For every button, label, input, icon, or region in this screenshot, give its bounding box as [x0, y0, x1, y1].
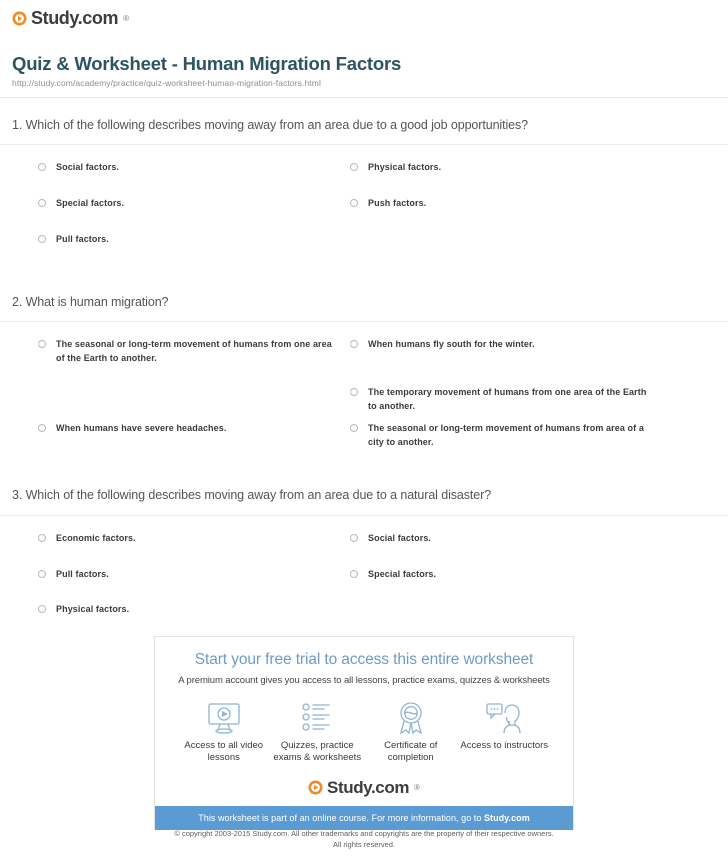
trademark-symbol: ®: [414, 783, 420, 793]
answer-option[interactable]: [38, 568, 338, 582]
radio-button-icon[interactable]: [38, 570, 46, 578]
answer-option[interactable]: [38, 603, 338, 617]
feature-quizzes: [271, 700, 363, 766]
answer-option[interactable]: [350, 197, 650, 211]
question-text: 2. What is human migration?: [12, 295, 169, 310]
answer-option-label: When humans fly south for the winter.: [368, 339, 535, 350]
answer-option-label: Physical factors.: [368, 162, 442, 173]
answer-option[interactable]: [38, 233, 338, 247]
promo-features: [155, 686, 573, 766]
promo-subtitle: A premium account gives you access to all lessons, practice exams, quizzes & worksheets: [178, 674, 550, 686]
feature-label: Quizzes, practice exams & worksheets: [273, 739, 362, 764]
answer-option-label: The temporary movement of humans from one area of the Earth to another.: [368, 387, 647, 411]
answer-option-label: The seasonal or long-term movement of humans from one area of the Earth to another.: [56, 339, 332, 363]
page-title: Quiz & Worksheet - Human Migration Factors: [12, 52, 402, 74]
play-circle-icon: [308, 780, 323, 795]
promo-bar-text: This worksheet is part of an online course. For more information, go to: [198, 813, 484, 824]
answer-option-label: Special factors.: [368, 568, 437, 579]
answer-option[interactable]: [38, 338, 338, 365]
promo-title: Start your free trial to access this entire worksheet: [194, 651, 534, 668]
radio-button-icon[interactable]: [38, 424, 46, 432]
feature-label: Access to instructors: [460, 739, 549, 751]
radio-button-icon[interactable]: [350, 570, 358, 578]
answer-option-label: Push factors.: [368, 198, 427, 209]
promo-bar-link[interactable]: Study.com: [483, 813, 530, 824]
promo-panel: [154, 636, 574, 830]
radio-button-icon[interactable]: [350, 534, 358, 542]
questions-list: [0, 98, 728, 646]
answer-option[interactable]: [350, 422, 650, 449]
radio-button-icon[interactable]: [38, 199, 46, 207]
checklist-icon: [271, 700, 363, 736]
radio-button-icon[interactable]: [350, 163, 358, 171]
radio-button-icon[interactable]: [38, 163, 46, 171]
question-text: 3. Which of the following describes moving away from an area due to a natural disaster?: [12, 488, 492, 503]
answer-option-label: Economic factors.: [56, 532, 136, 543]
feature-certificate: [365, 700, 457, 766]
answer-option[interactable]: [350, 568, 650, 582]
answer-option-label: The seasonal or long-term movement of humans from area of a city to another.: [368, 423, 644, 447]
page-header: [0, 0, 728, 31]
promo-logo-text: Study.com: [327, 778, 410, 798]
radio-button-icon[interactable]: [38, 340, 46, 348]
radio-button-icon[interactable]: [350, 424, 358, 432]
radio-button-icon[interactable]: [350, 199, 358, 207]
feature-label: Access to all video lessons: [184, 739, 264, 764]
radio-button-icon[interactable]: [350, 388, 358, 396]
feature-instructors: [458, 700, 550, 766]
answer-option[interactable]: [38, 532, 338, 546]
study-logo-text: Study.com: [31, 8, 119, 28]
question-text: 1. Which of the following describes moving away from an area due to a good job opportunities?: [12, 117, 529, 132]
answer-option[interactable]: [350, 386, 650, 413]
answer-option-label: Pull factors.: [56, 234, 109, 245]
radio-button-icon[interactable]: [38, 235, 46, 243]
answer-option-label: When humans have severe headaches.: [56, 423, 227, 434]
answer-option-label: Social factors.: [368, 532, 432, 543]
answer-option[interactable]: [350, 532, 650, 546]
copyright-line-1: © copyright 2003-2015 Study.com. All other trademarks and copyrights are the property of their respective owners.: [174, 829, 554, 838]
copyright-footer: [0, 828, 728, 851]
answer-option-label: Physical factors.: [56, 603, 130, 614]
answer-option[interactable]: [38, 422, 338, 436]
answer-option[interactable]: [38, 197, 338, 211]
question-block: [0, 468, 728, 645]
answer-option-label: Pull factors.: [56, 568, 109, 579]
title-block: [0, 31, 728, 88]
answer-option[interactable]: [350, 161, 650, 175]
radio-button-icon[interactable]: [350, 340, 358, 348]
certificate-ribbon-icon: [365, 700, 457, 736]
answer-option[interactable]: [350, 338, 650, 352]
promo-study-logo[interactable]: [155, 765, 573, 806]
copyright-line-2: All rights reserved.: [332, 840, 396, 850]
question-block: [0, 275, 728, 468]
option-group: [0, 516, 728, 646]
answer-option-label: Social factors.: [56, 162, 120, 173]
answer-option[interactable]: [38, 161, 338, 175]
study-logo[interactable]: [12, 9, 129, 27]
instructor-chat-icon: [458, 700, 550, 736]
monitor-play-icon: [178, 700, 270, 736]
option-group: [0, 322, 728, 468]
radio-button-icon[interactable]: [38, 534, 46, 542]
option-group: [0, 145, 728, 275]
trademark-symbol: ®: [123, 13, 129, 23]
answer-option-label: Special factors.: [56, 198, 125, 209]
page-url: http://study.com/academy/practice/quiz-worksheet-human-migration-factors.html: [12, 77, 321, 88]
question-block: [0, 98, 728, 275]
feature-label: Certificate of completion: [384, 739, 438, 764]
play-circle-icon: [12, 11, 27, 26]
promo-course-bar: [155, 806, 573, 830]
radio-button-icon[interactable]: [38, 605, 46, 613]
feature-video-lessons: [178, 700, 270, 766]
